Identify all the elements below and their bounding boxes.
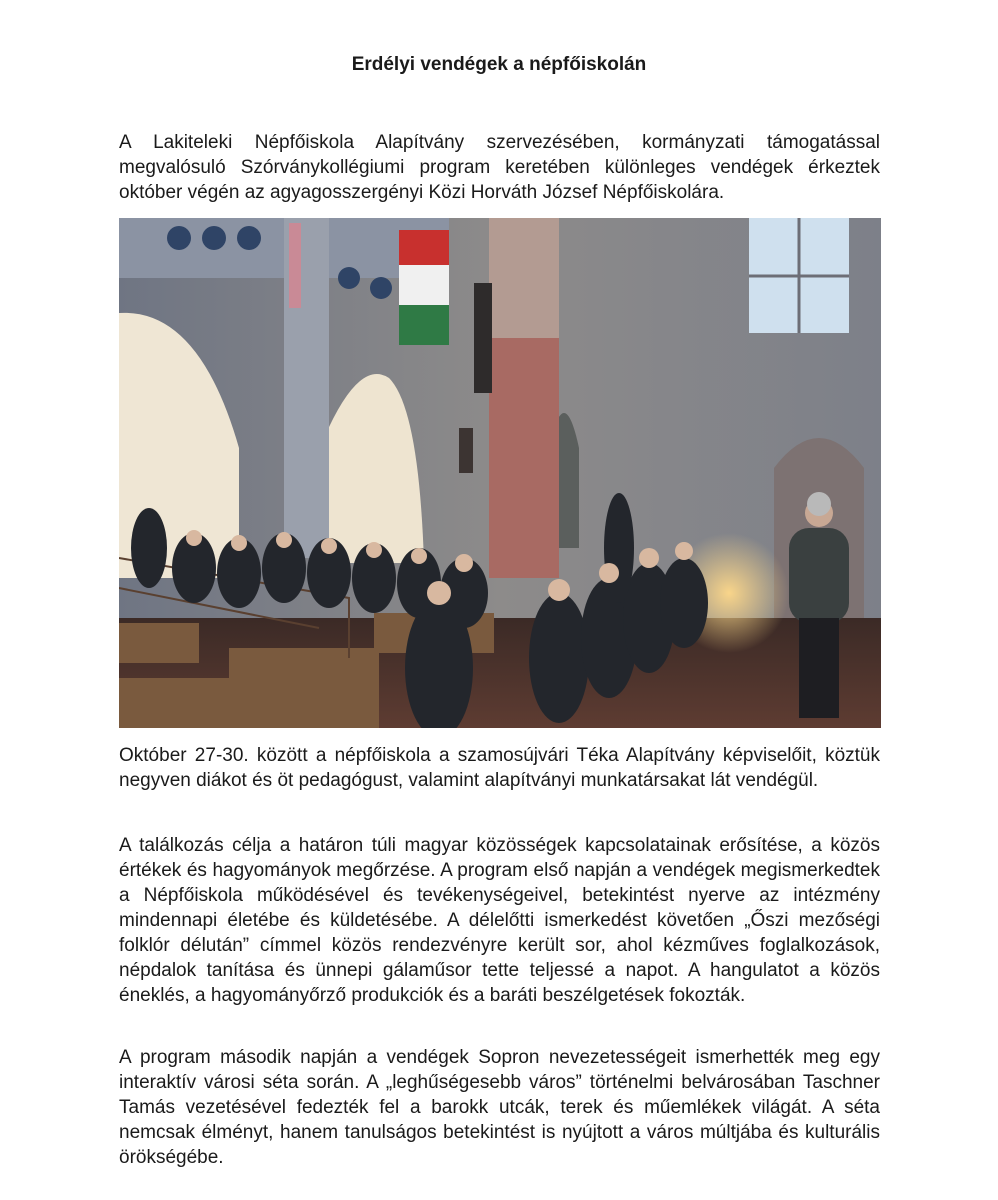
side-flag bbox=[289, 223, 301, 308]
article-title: Erdélyi vendégek a népfőiskolán bbox=[351, 54, 647, 75]
flag-red bbox=[399, 230, 449, 265]
flag-green bbox=[399, 305, 449, 345]
second-day-paragraph: A program második napján a vendégek Sopron nevezetességeit ismerhették meg egy interaktív városi séta során. A „leghűségesebb város” történelmi belvárosában Taschner Tamás vezetésével fedezték fel a barokk utcák, terek és műemlékek világát. A séta nemcsak élményt, hanem tanulságos betekintést is nyújtott a város múltjába és kulturális örökségébe. bbox=[119, 1047, 880, 1168]
flag-white bbox=[399, 265, 449, 305]
visit-dates-paragraph: Október 27-30. között a népfőiskola a szamosújvári Téka Alapítvány képviselőit, köztük negyven diákot és öt pedagógust, valamint alapítványi munkatársakat lát vendégül. bbox=[119, 745, 880, 791]
article-photo bbox=[119, 218, 881, 728]
intro-paragraph: A Lakiteleki Népfőiskola Alapítvány szervezésében, kormányzati támogatással megvalósuló Szórványkollégiumi program keretében különleges vendégek érkeztek október végén az agyagosszergényi Közi Horváth József Népfőiskolára. bbox=[119, 132, 880, 203]
statue-2 bbox=[459, 428, 473, 473]
church-visit-photo bbox=[119, 218, 881, 728]
statue bbox=[474, 283, 492, 393]
first-day-paragraph: A találkozás célja a határon túli magyar közösségek kapcsolatainak erősítése, a közös értékek és hagyományok megőrzése. A program első napján a vendégek megismerkedtek a Népfőiskola működésével és tevékenységeivel, betekintést nyerve az intézmény mindennapi életébe és küldetésébe. A délelőtti ismerkedést követően „Őszi mezőségi folklór délután” címmel közös rendezvényre került sor, ahol kézműves foglalkozások, népdalok tanítása és ünnepi gálaműsor tette teljessé a napot. A hangulatot a közös éneklés, a hagyományőrző produkciók és a baráti beszélgetések fokozták. bbox=[119, 835, 880, 1006]
